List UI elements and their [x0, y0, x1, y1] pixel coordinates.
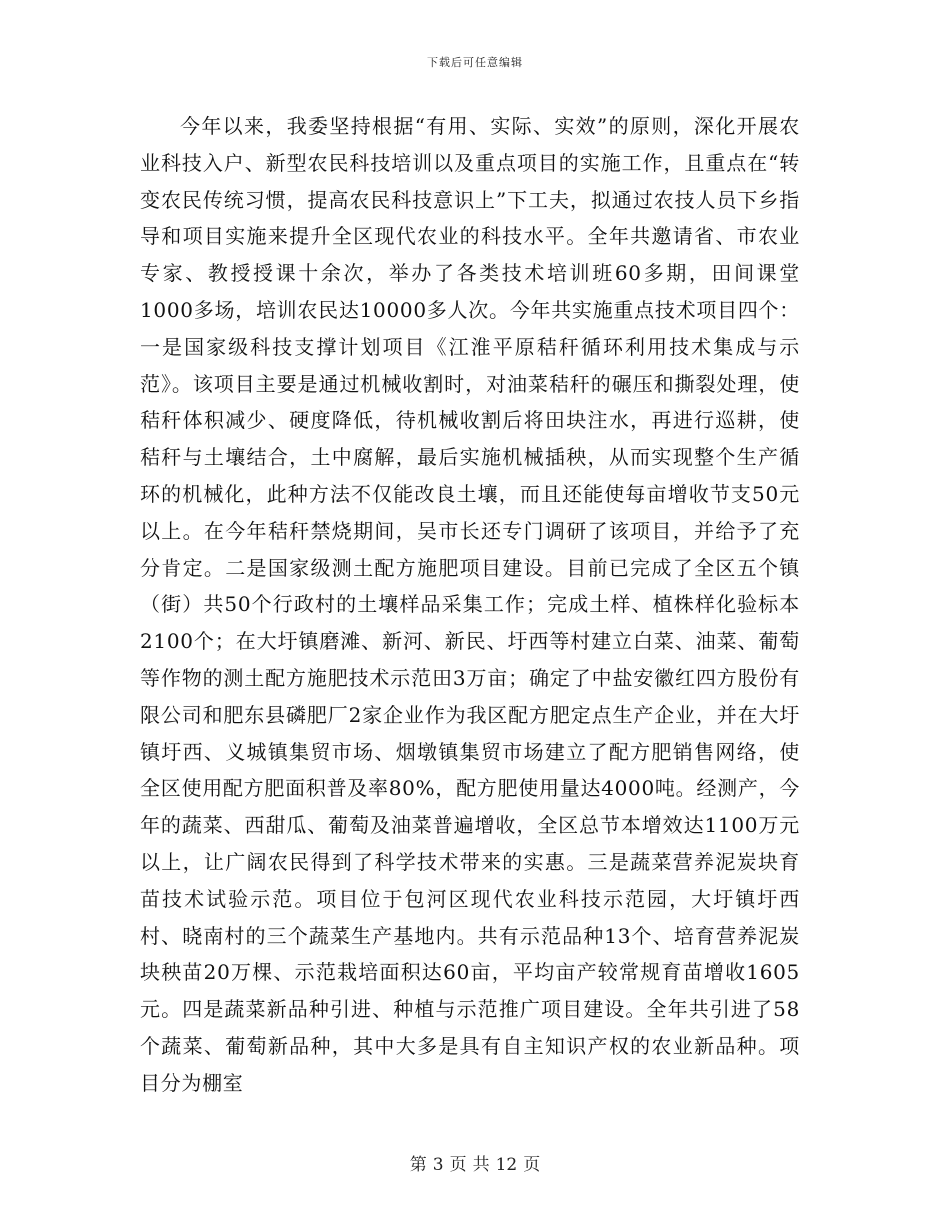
document-body [140, 108, 800, 1102]
total-unit: 页 [523, 1155, 541, 1175]
page-label: 第 [409, 1155, 427, 1175]
total-pages: 12 [495, 1155, 518, 1175]
page-header: 下载后可任意编辑 [427, 56, 523, 69]
page-unit: 页 [449, 1155, 467, 1175]
body-paragraph: 今年以来，我委坚持根据“有用、实际、实效”的原则，深化开展农业科技入户、新型农民科技培训以及重点项目的实施工作，且重点在“转变农民传统习惯，提高农民科技意识上”下工夫，拟通过农技人员下乡指导和项目实施来提升全区现代农业的科技水平。全年共邀请省、市农业专家、教授授课十余次，举办了各类技术培训班60多期，田间课堂1000多场，培训农民达10000多人次。今年共实施重点技术项目四个：一是国家级科技支撑计划项目《江淮平原秸秆循环利用技术集成与示范》。该项目主要是通过机械收割时，对油菜秸秆的碾压和撕裂处理，使秸秆体积减少、硬度降低，待机械收割后将田块注水，再进行巡耕，使秸秆与土壤结合，土中腐解，最后实施机械插秧，从而实现整个生产循环的机械化，此种方法不仅能改良土壤，而且还能使每亩增收节支50元以上。在今年秸秆禁烧期间，吴市长还专门调研了该项目，并给予了充分肯定。二是国家级测土配方施肥项目建设。目前已完成了全区五个镇（街）共50个行政村的土壤样品采集工作；完成土样、植株样化验标本2100个；在大圩镇磨滩、新河、新民、圩西等村建立白菜、油菜、葡萄等作物的测土配方施肥技术示范田3万亩；确定了中盐安徽红四方股份有限公司和肥东县磷肥厂2家企业作为我区配方肥定点生产企业，并在大圩镇圩西、义城镇集贸市场、烟墩镇集贸市场建立了配方肥销售网络，使全区使用配方肥面积普及率80%，配方肥使用量达4000吨。经测产，今年的蔬菜、西甜瓜、葡萄及油菜普遍增收，全区总节本增效达1100万元以上，让广阔农民得到了科学技术带来的实惠。三是蔬菜营养泥炭块育苗技术试验示范。项目位于包河区现代农业科技示范园，大圩镇圩西村、晓南村的三个蔬菜生产基地内。共有示范品种13个、培育营养泥炭块秧苗20万棵、示范栽培面积达60亩，平均亩产较常规育苗增收1605元。四是蔬菜新品种引进、种植与示范推广项目建设。全年共引进了58个蔬菜、葡萄新品种，其中大多是具有自主知识产权的农业新品种。项目分为棚室 [140, 114, 800, 1095]
page-number: 3 [432, 1155, 444, 1175]
total-label: 共 [472, 1155, 490, 1175]
page-footer [0, 1150, 950, 1175]
